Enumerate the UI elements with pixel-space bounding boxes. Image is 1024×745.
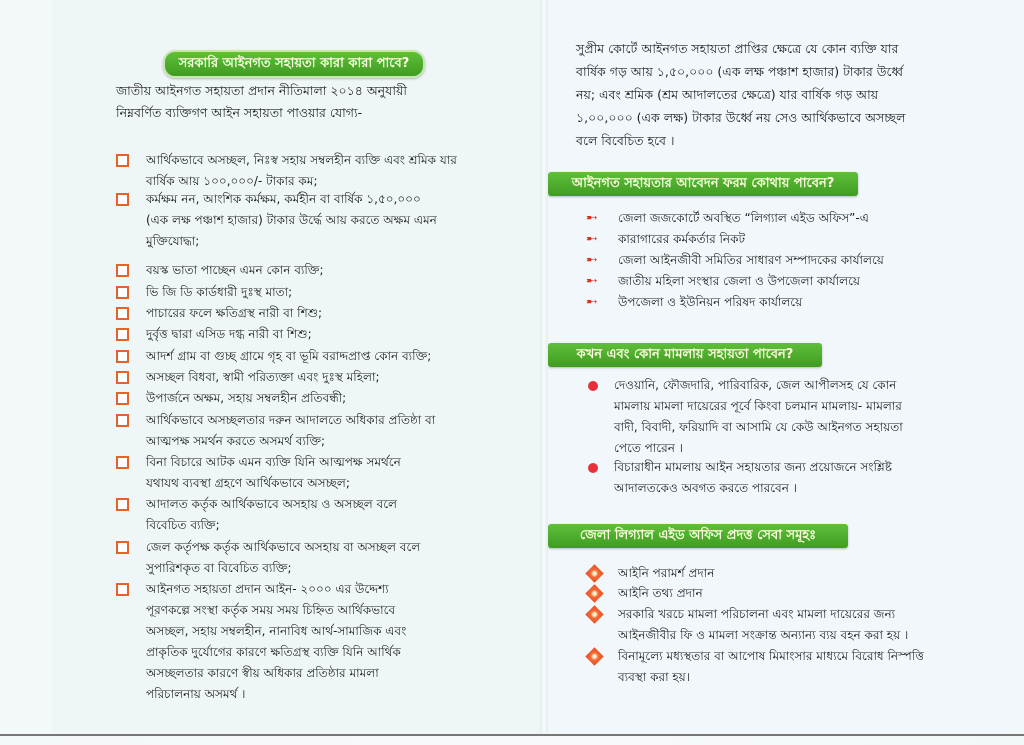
- eligibility-item: [146, 579, 538, 705]
- eligibility-item-line: পরিচালনায় অসমর্থ ।: [146, 687, 246, 701]
- service-item-line: সরকারি খরচে মামলা পরিচালনা এবং মামলা দায়েরের জন্য: [618, 607, 896, 621]
- checkbox-square-icon: [116, 414, 129, 427]
- right-column: [548, 0, 1018, 734]
- checkbox-square-icon: [116, 286, 129, 299]
- form-location-item: [586, 208, 998, 228]
- eligibility-item: [146, 189, 538, 252]
- service-star-icon: [585, 605, 603, 623]
- case-item-line: মামলায় মামলা দায়েরের পূর্বে কিংবা চলমান মামলায়- মামলার: [614, 399, 902, 413]
- eligibility-item-line: উপার্জনে অক্ষম, সহায় সম্বলহীন প্রতিবন্ধী;: [146, 391, 347, 405]
- scan-edge-line: [0, 734, 1024, 736]
- service-item-line: আইনজীবীর ফি ও মামলা সংক্রান্ত অন্যান্য ব্যয় বহন করা হয় ।: [618, 628, 909, 642]
- red-dot-icon: [588, 463, 598, 473]
- service-item: [618, 583, 1008, 604]
- eligibility-item-line: জেল কর্তৃপক্ষ কর্তৃক আর্থিকভাবে অসহায় বা অসচ্ছল বলে: [146, 540, 421, 554]
- service-star-icon: [585, 584, 603, 602]
- form-location-item: [586, 250, 998, 270]
- pointing-arrow-icon: ➸: [586, 294, 598, 310]
- page-fold: [540, 0, 548, 734]
- eligibility-item: [146, 303, 538, 324]
- eligibility-item-line: ভি জি ডি কার্ডধারী দুঃস্থ মাতা;: [146, 285, 293, 299]
- eligibility-item-line: আদালত কর্তৃক আর্থিকভাবে অসহায় ও অসচ্ছল বলে: [146, 497, 397, 511]
- form-location-item-line: উপজেলা ও ইউনিয়ন পরিষদ কার্যালয়ে: [618, 295, 803, 309]
- eligibility-item: [146, 150, 538, 192]
- eligibility-item-line: অসচ্ছলতার কারণে স্বীয় অধিকার প্রতিষ্ঠার মামলা: [146, 666, 379, 680]
- supreme-court-line: ১,০০,০০০ (এক লক্ষ) টাকার উর্ধ্বে নয় সেও আর্থিকভাবে অসচ্ছল: [576, 110, 906, 125]
- checkbox-square-icon: [116, 264, 129, 277]
- checkbox-square-icon: [116, 350, 129, 363]
- form-location-item: [586, 229, 998, 249]
- supreme-court-line: বার্ষিক গড় আয় ১,৫০,০০০ (এক লক্ষ পঞ্চাশ হাজার) টাকার উর্ধ্বে: [576, 64, 903, 79]
- intro-line-1: জাতীয় আইনগত সহায়তা প্রদান নীতিমালা ২০১৪ অনুযায়ী: [116, 83, 407, 98]
- eligibility-item-line: আর্থিকভাবে অসচ্ছল, নিঃস্ব সহায় সম্বলহীন ব্যক্তি এবং শ্রমিক যার: [146, 153, 457, 167]
- service-star-icon: [585, 564, 603, 582]
- eligibility-item: [146, 537, 538, 579]
- case-item-line: বাদী, বিবাদী, ফরিয়াদি বা আসামি যে কেউ আইনগত সহায়তা: [614, 420, 903, 434]
- left-column: [52, 0, 540, 734]
- form-location-item-line: কারাগারের কর্মকর্তার নিকট: [618, 232, 746, 246]
- checkbox-square-icon: [116, 193, 129, 206]
- checkbox-square-icon: [116, 328, 129, 341]
- case-item: [614, 457, 1010, 499]
- checkbox-square-icon: [116, 498, 129, 511]
- eligibility-item: [146, 282, 538, 303]
- checkbox-square-icon: [116, 154, 129, 167]
- eligibility-item-line: বার্ষিক আয় ১০০,০০০/- টাকার কম;: [146, 174, 318, 188]
- pointing-arrow-icon: ➸: [586, 210, 598, 226]
- eligibility-item: [146, 494, 538, 536]
- eligibility-item-line: পূরণকল্পে সংস্থা কর্তৃক সময় সময় চিহ্নিত আর্থিকভাবে: [146, 603, 396, 617]
- eligibility-item-line: কর্মক্ষম নন, আংশিক কর্মক্ষম, কর্মহীন বা বার্ষিক ১,৫০,০০০: [146, 192, 421, 206]
- form-location-item: [586, 292, 998, 312]
- service-item-line: ব্যবস্থা করা হয়।: [618, 670, 691, 684]
- eligibility-item: [146, 388, 538, 409]
- eligibility-item-line: বয়স্ক ভাতা পাচ্ছেন এমন কোন ব্যক্তি;: [146, 263, 324, 277]
- pointing-arrow-icon: ➸: [586, 231, 598, 247]
- supreme-court-line: নয়; এবং শ্রমিক (শ্রম আদালতের ক্ষেত্রে) যার বার্ষিক গড় আয়: [576, 87, 879, 102]
- eligibility-item-line: আর্থিকভাবে অসচ্ছলতার দরুন আদালতে অধিকার প্রতিষ্ঠা বা: [146, 413, 436, 427]
- intro-line-2: নিম্নবর্ণিত ব্যক্তিগণ আইন সহায়তা পাওয়ার যোগ্য-: [116, 105, 363, 120]
- eligibility-item: [146, 324, 538, 345]
- checkbox-square-icon: [116, 371, 129, 384]
- pointing-arrow-icon: ➸: [586, 273, 598, 289]
- red-dot-icon: [588, 381, 598, 391]
- case-item-line: আদালতকেও অবগত করতে পারবেন ।: [614, 481, 797, 495]
- service-item: [618, 563, 1008, 584]
- eligibility-item-line: মুক্তিযোদ্ধা;: [146, 234, 200, 248]
- eligibility-item-line: আত্মপক্ষ সমর্থন করতে অসমর্থ ব্যক্তি;: [146, 434, 326, 448]
- eligibility-item: [146, 410, 538, 452]
- case-item-line: বিচারাধীন মামলায় আইন সহায়তার জন্য প্রয়োজনে সংশ্লিষ্ট: [614, 460, 892, 474]
- eligibility-item: [146, 260, 538, 281]
- eligibility-item-line: দুর্বৃত্ত দ্বারা এসিড দগ্ধ নারী বা শিশু;: [146, 327, 312, 341]
- eligibility-item-line: বিবেচিত ব্যক্তি;: [146, 518, 220, 532]
- pointing-arrow-icon: ➸: [586, 252, 598, 268]
- eligibility-item-line: (এক লক্ষ পঞ্চাশ হাজার) টাকার উর্দ্ধে আয় করতে অক্ষম এমন: [146, 213, 437, 227]
- eligibility-item-line: প্রাকৃতিক দুর্যোগের কারণে ক্ষতিগ্রস্থ ব্যক্তি যিনি আর্থিক: [146, 645, 401, 659]
- service-item: [618, 646, 1008, 688]
- eligibility-item-line: যথাযথ ব্যবস্থা গ্রহণে আর্থিকভাবে অসচ্ছল;: [146, 476, 350, 490]
- supreme-court-line: সুপ্রীম কোর্টে আইনগত সহায়তা প্রাপ্তির ক্ষেত্রে যে কোন ব্যক্তি যার: [576, 41, 899, 56]
- eligibility-item-line: পাচারের ফলে ক্ষতিগ্রস্থ নারী বা শিশু;: [146, 306, 323, 320]
- case-item: [614, 375, 1010, 459]
- eligibility-heading: সরকারি আইনগত সহায়তা কারা কারা পাবে?: [163, 50, 425, 78]
- checkbox-square-icon: [116, 583, 129, 596]
- service-item-line: বিনামূল্যে মধ্যস্থতার বা আপোষ মিমাংসার মাধ্যমে বিরোধ নিস্পত্তি: [618, 649, 924, 663]
- eligibility-item-line: অসচ্ছল বিধবা, স্বামী পরিত্যক্তা এবং দুঃস্থ মহিলা;: [146, 370, 380, 384]
- eligibility-item-line: বিনা বিচারে আটক এমন ব্যক্তি যিনি আত্মপক্ষ সমর্থনে: [146, 455, 401, 469]
- form-location-item: [586, 271, 998, 291]
- form-location-heading: আইনগত সহায়তার আবেদন ফরম কোথায় পাবেন?: [548, 172, 858, 196]
- eligibility-item: [146, 346, 538, 367]
- supreme-court-line: বলে বিবেচিত হবে ।: [576, 133, 675, 148]
- form-location-item-line: জেলা আইনজীবী সমিতির সাধারণ সম্পাদকের কার্যালয়ে: [618, 253, 884, 267]
- form-location-item-line: জাতীয় মহিলা সংস্থার জেলা ও উপজেলা কার্যালয়ে: [618, 274, 860, 288]
- eligibility-item-line: অসচ্ছল, সহায় সম্বলহীন, নানাবিধ আর্থ-সামাজিক এবং: [146, 624, 407, 638]
- eligibility-item: [146, 452, 538, 494]
- checkbox-square-icon: [116, 392, 129, 405]
- service-star-icon: [585, 647, 603, 665]
- eligibility-item: [146, 367, 538, 388]
- service-item-line: আইনি তথ্য প্রদান: [618, 586, 703, 600]
- checkbox-square-icon: [116, 456, 129, 469]
- eligibility-item-line: আইনগত সহায়তা প্রদান আইন- ২০০০ এর উদ্দেশ্য: [146, 582, 389, 596]
- service-item-line: আইনি পরামর্শ প্রদান: [618, 566, 715, 580]
- service-item: [618, 604, 1008, 646]
- checkbox-square-icon: [116, 307, 129, 320]
- eligibility-item-line: সুপারিশকৃত বা বিবেচিত ব্যক্তি;: [146, 561, 292, 575]
- checkbox-square-icon: [116, 541, 129, 554]
- case-item-line: পেতে পারেন ।: [614, 441, 683, 455]
- case-item-line: দেওয়ানি, ফৌজদারি, পারিবারিক, জেল আপীলসহ যে কোন: [614, 378, 897, 392]
- services-heading: জেলা লিগ্যাল এইড অফিস প্রদত্ত সেবা সমূহঃ: [548, 524, 848, 548]
- case-type-heading: কখন এবং কোন মামলায় সহায়তা পাবেন?: [548, 343, 822, 367]
- eligibility-item-line: আদর্শ গ্রাম বা গুচ্ছ গ্রামে গৃহ বা ভূমি বরাদ্দপ্রাপ্ত কোন ব্যক্তি;: [146, 349, 432, 363]
- form-location-item-line: জেলা জজকোর্টে অবস্থিত “লিগ্যাল এইড অফিস”-এ: [618, 211, 869, 225]
